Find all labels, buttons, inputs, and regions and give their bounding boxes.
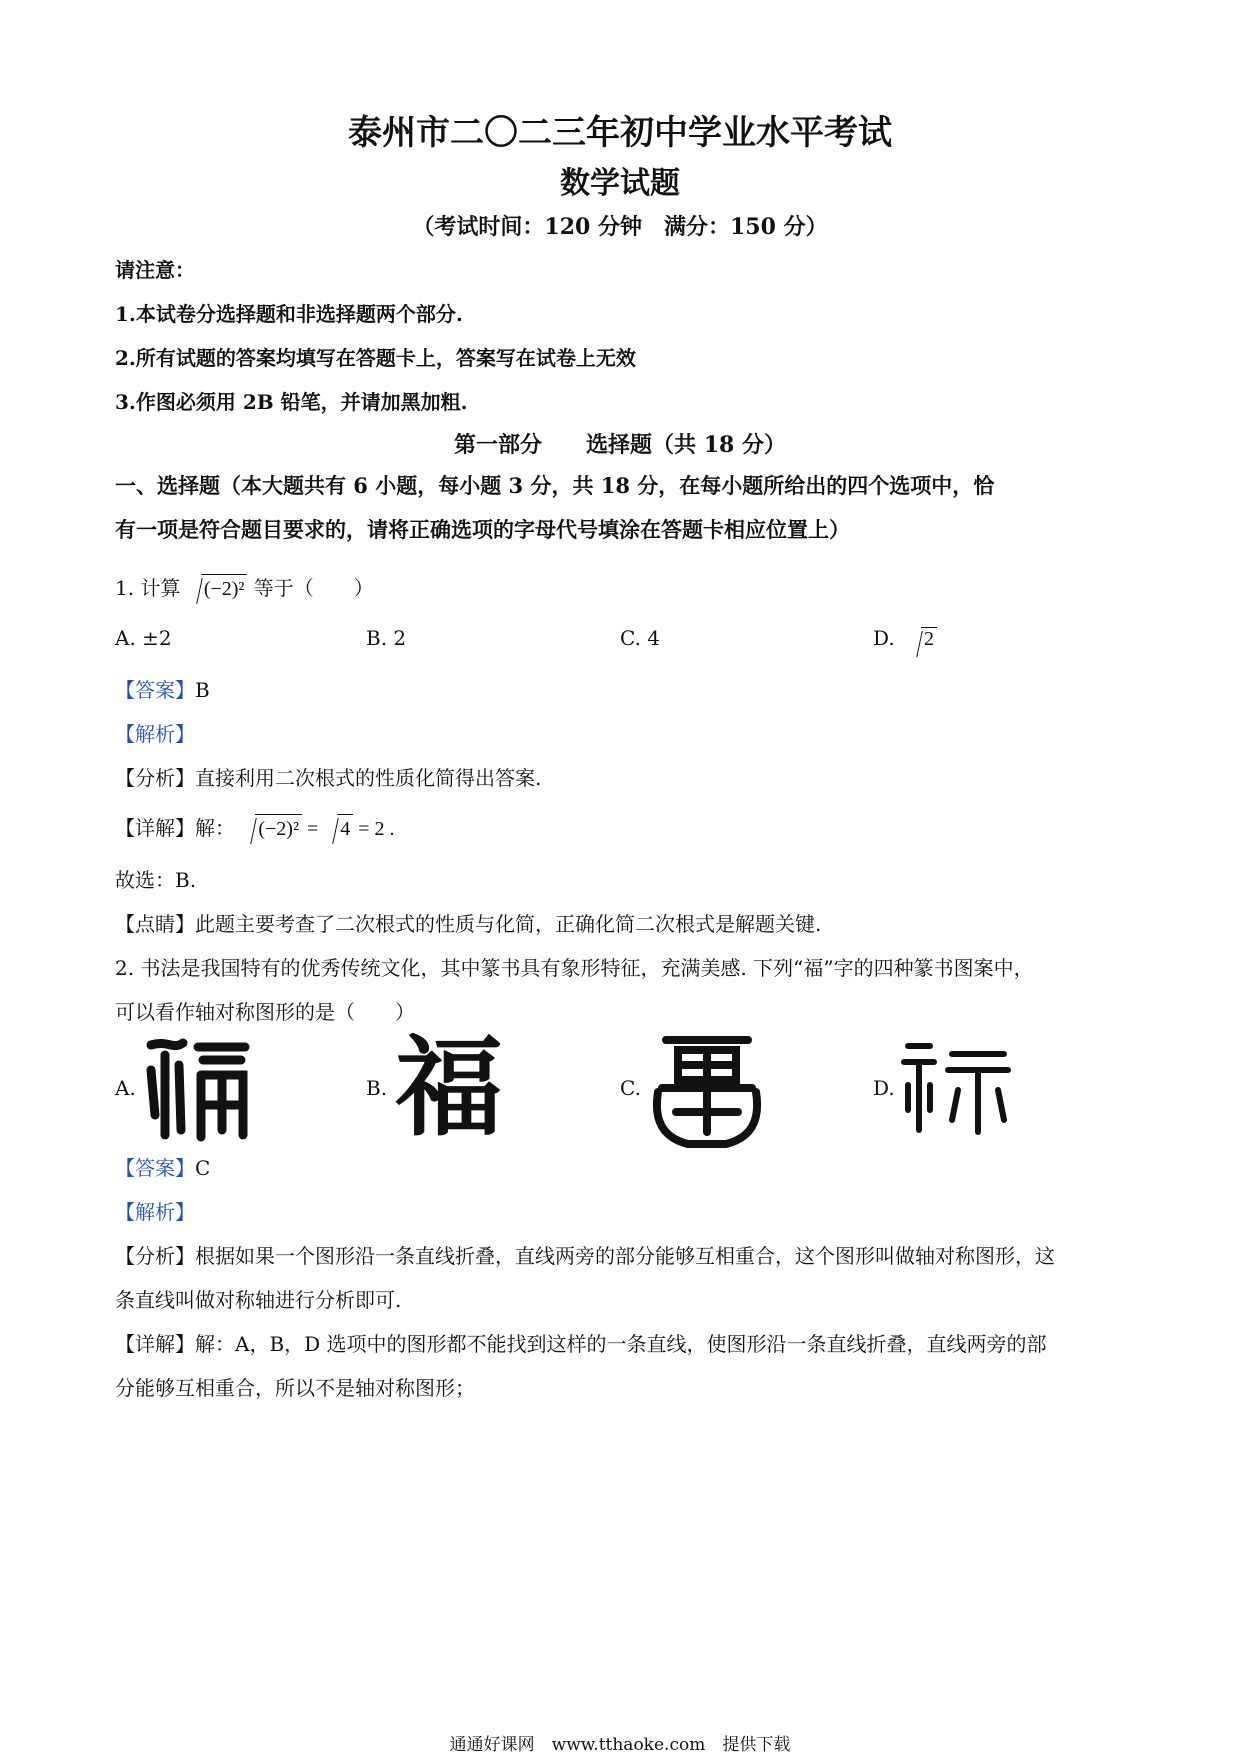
xiangjie-tag: 【详解】 xyxy=(115,816,195,840)
notice-item: 3.作图必须用 2B 铅笔，并请加黑加粗. xyxy=(115,390,468,414)
analysis-tag: 【解析】 xyxy=(115,1200,195,1224)
result: = 2 . xyxy=(353,818,395,840)
option-a: A. ±2 xyxy=(115,626,172,650)
radicand: (−2)² xyxy=(255,814,302,843)
fenxi-line xyxy=(115,764,541,792)
fenxi-line2: 条直线叫做对称轴进行分析即可. xyxy=(115,1288,402,1312)
exam-meta: （考试时间：120 分钟 满分：150 分） xyxy=(412,214,828,240)
fenxi-text: 直接利用二次根式的性质化简得出答案. xyxy=(195,766,542,790)
exam-title: 泰州市二〇二三年初中学业水平考试 xyxy=(348,113,892,153)
fenxi-tag: 【分析】 xyxy=(115,1244,195,1268)
page-footer: 通通好课网 www.tthaoke.com 提供下载 xyxy=(449,1735,791,1755)
xiangjie-prefix: 解： xyxy=(195,816,235,840)
equals: = xyxy=(301,818,324,840)
notice-heading: 请注意： xyxy=(115,258,195,282)
sqrt-expression xyxy=(187,574,248,603)
question-1-prefix: 1. 计算 xyxy=(115,576,181,600)
section-instruction-line2: 有一项是符合题目要求的，请将正确选项的字母代号填涂在答题卡相应位置上） xyxy=(115,517,850,542)
section-instruction-line1: 一、选择题（本大题共有 6 小题，每小题 3 分，共 18 分，在每小题所给出的四个选项中，恰 xyxy=(115,473,995,498)
guxuan-line: 故选：B. xyxy=(115,868,197,892)
dianjing-text: 此题主要考查了二次根式的性质与化简，正确化简二次根式是解题关键. xyxy=(195,912,822,936)
question-1-stem xyxy=(115,574,374,603)
option-c: C. xyxy=(620,1076,641,1100)
seal-glyph-b: 福 xyxy=(395,1025,504,1151)
question-2-line2: 可以看作轴对称图形的是（ ） xyxy=(115,1000,415,1024)
xiangjie-line xyxy=(115,814,395,843)
option-b: B. 2 xyxy=(366,626,407,650)
part-heading: 第一部分 选择题（共 18 分） xyxy=(454,432,786,458)
xiangjie-line2: 分能够互相重合，所以不是轴对称图形； xyxy=(115,1376,475,1400)
answer-line xyxy=(115,1154,210,1182)
notice-item: 2.所有试题的答案均填写在答题卡上，答案写在试卷上无效 xyxy=(115,346,636,370)
analysis-tag: 【解析】 xyxy=(115,722,195,746)
answer-tag: 【答案】 xyxy=(115,678,195,702)
option-b: B. xyxy=(366,1076,388,1100)
fenxi-line1 xyxy=(115,1242,1055,1270)
fenxi-text: 根据如果一个图形沿一条直线折叠，直线两旁的部分能够互相重合，这个图形叫做轴对称图形，这 xyxy=(195,1244,1055,1268)
notice-item: 1.本试卷分选择题和非选择题两个部分. xyxy=(115,302,463,326)
exam-subtitle: 数学试题 xyxy=(560,166,680,201)
option-d xyxy=(873,626,937,651)
option-d-label: D. xyxy=(873,626,895,650)
answer-line xyxy=(115,676,210,704)
answer-value: C xyxy=(195,1156,211,1180)
dianjing-tag: 【点睛】 xyxy=(115,912,195,936)
sqrt-expression xyxy=(907,627,937,651)
xiangjie-tag: 【详解】 xyxy=(115,1332,195,1356)
xiangjie-line1 xyxy=(115,1330,1047,1358)
xiangjie-text: 解：A，B，D 选项中的图形都不能找到这样的一条直线，使图形沿一条直线折叠，直线两旁的部 xyxy=(195,1332,1047,1356)
option-a: A. xyxy=(115,1076,136,1100)
fenxi-tag: 【分析】 xyxy=(115,766,195,790)
sqrt-expression xyxy=(241,814,302,843)
seal-glyph-c xyxy=(648,1032,766,1152)
seal-glyph-d xyxy=(900,1040,1012,1140)
radicand: 2 xyxy=(921,627,937,651)
option-c: C. 4 xyxy=(620,626,661,650)
dianjing-line xyxy=(115,910,821,938)
question-2-line1: 2. 书法是我国特有的优秀传统文化，其中篆书具有象形特征，充满美感. 下列“福”字的四种篆书图案中， xyxy=(115,956,1034,980)
sqrt-expression xyxy=(323,814,353,843)
question-1-suffix: 等于（ ） xyxy=(253,576,374,600)
seal-glyph-a xyxy=(143,1035,253,1145)
answer-value: B xyxy=(195,678,210,702)
radicand: (−2)² xyxy=(201,574,248,603)
option-d: D. xyxy=(873,1076,895,1100)
answer-tag: 【答案】 xyxy=(115,1156,195,1180)
radicand: 4 xyxy=(337,814,353,843)
